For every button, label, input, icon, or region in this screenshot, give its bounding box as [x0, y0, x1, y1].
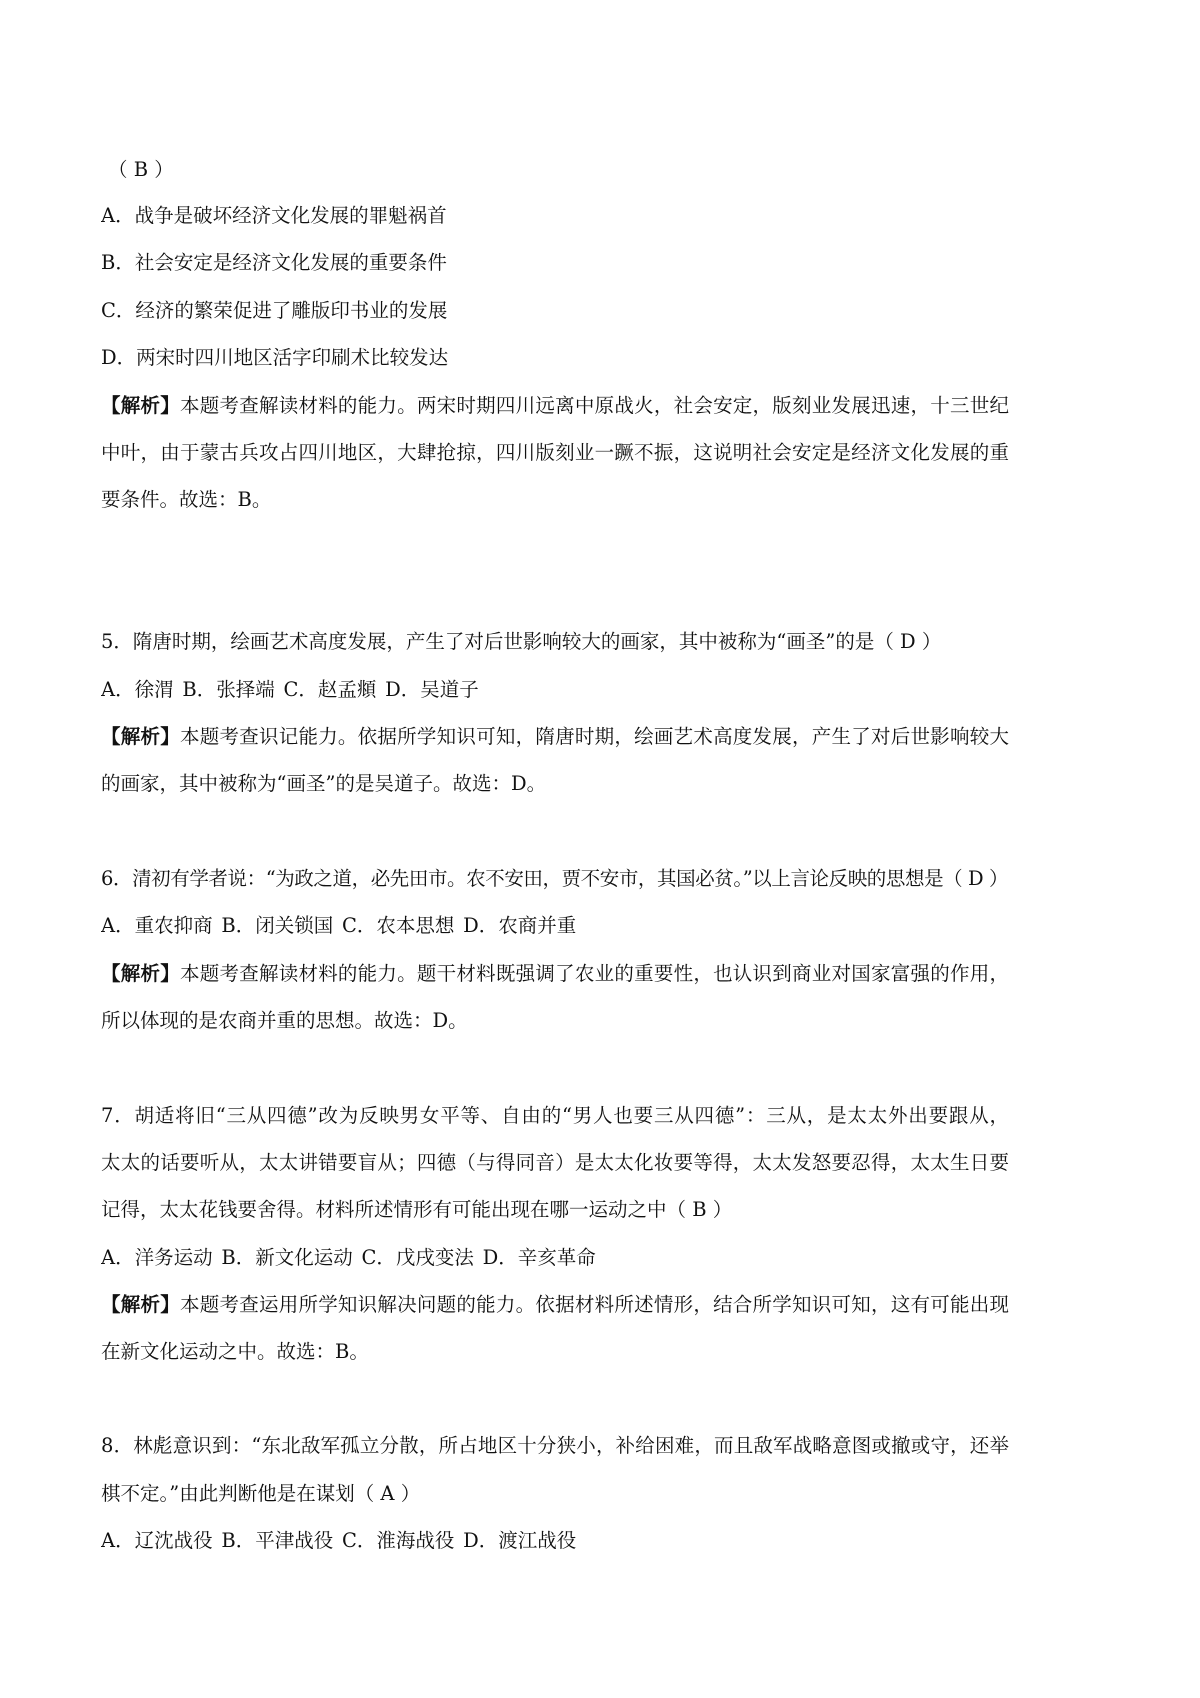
option-item: A．洋务运动: [101, 1246, 213, 1269]
analysis-text: 本题考查解读材料的能力。两宋时期四川远离中原战火，社会安定，版刻业发展迅速，十三世纪: [179, 394, 1009, 417]
option-item: D．渡江战役: [463, 1529, 577, 1552]
option-item: D．吴道子: [385, 678, 479, 701]
option-item: B．社会安定是经济文化发展的重要条件: [101, 251, 447, 274]
option-item: A．辽沈战役: [101, 1529, 213, 1552]
analysis-line: [101, 1291, 1009, 1319]
analysis-line: 要条件。故选：B。: [101, 488, 272, 511]
option-item: A．战争是破坏经济文化发展的罪魁祸首: [101, 204, 447, 227]
options-row: [101, 912, 1009, 940]
analysis-line: [101, 960, 1009, 988]
analysis-line: [101, 392, 1009, 420]
question-stem-line: 8．林彪意识到：“东北敌军孤立分散，所占地区十分狭小，补给困难，而且敌军战略意图或撤或守，还举: [101, 1434, 1009, 1457]
analysis-text: 本题考查运用所学知识解决问题的能力。依据材料所述情形，结合所学知识可知，这有可能出现: [179, 1293, 1009, 1316]
analysis-line: 在新文化运动之中。故选：B。: [101, 1340, 369, 1363]
option-item: C．经济的繁荣促进了雕版印书业的发展: [101, 299, 448, 322]
analysis-label: 【解析】: [101, 1293, 180, 1316]
analysis-line: 的画家，其中被称为“画圣”的是吴道子。故选：D。: [101, 772, 547, 795]
option-item: D．两宋时四川地区活字印刷术比较发达: [101, 346, 449, 369]
analysis-line: [101, 723, 1009, 751]
option-item: C．赵孟頫: [283, 678, 377, 701]
analysis-line: 中叶，由于蒙古兵攻占四川地区，大肆抢掠，四川版刻业一蹶不振，这说明社会安定是经济文化发展的重: [101, 441, 1009, 464]
question-stem-line: 7．胡适将旧“三从四德”改为反映男女平等、自由的“男人也要三从四德”：三从，是太太外出要跟从，: [101, 1104, 1009, 1127]
option-item: C．淮海战役: [341, 1529, 455, 1552]
option-item: A．重农抑商: [101, 914, 213, 937]
question-stem-line: 5．隋唐时期，绘画艺术高度发展，产生了对后世影响较大的画家，其中被称为“画圣”的是（ D ）: [101, 630, 942, 653]
answer-marker: （ B ）: [108, 158, 174, 181]
options-row: [101, 1527, 1009, 1555]
option-item: D．辛亥革命: [482, 1246, 596, 1269]
question-stem-line: 太太的话要听从，太太讲错要盲从；四德（与得同音）是太太化妆要等得，太太发怒要忍得，太太生日要: [101, 1151, 1009, 1174]
analysis-text: 本题考查解读材料的能力。题干材料既强调了农业的重要性，也认识到商业对国家富强的作用，: [179, 962, 1009, 985]
analysis-label: 【解析】: [101, 725, 180, 748]
option-item: B．闭关锁国: [221, 914, 334, 937]
options-row: [101, 676, 1009, 704]
option-item: D．农商并重: [463, 914, 577, 937]
analysis-text: 本题考查识记能力。依据所学知识可知，隋唐时期，绘画艺术高度发展，产生了对后世影响较大: [179, 725, 1009, 748]
options-row: [101, 1244, 1009, 1272]
question-stem-line: 棋不定。”由此判断他是在谋划（ A ）: [101, 1482, 421, 1505]
analysis-label: 【解析】: [101, 394, 180, 417]
option-item: B．新文化运动: [221, 1246, 353, 1269]
option-item: C．戊戌变法: [361, 1246, 474, 1269]
option-item: C．农本思想: [341, 914, 455, 937]
option-item: B．张择端: [182, 678, 275, 701]
analysis-label: 【解析】: [101, 962, 180, 985]
option-item: B．平津战役: [221, 1529, 334, 1552]
analysis-line: 所以体现的是农商并重的思想。故选：D。: [101, 1009, 468, 1032]
question-stem-line: 6．清初有学者说：“为政之道，必先田市。农不安田，贾不安市，其国必贫。”以上言论反映的思想是（ D ）: [101, 867, 1009, 890]
option-item: A．徐渭: [101, 678, 174, 701]
question-stem-line: 记得，太太花钱要舍得。材料所述情形有可能出现在哪一运动之中（ B ）: [101, 1198, 733, 1221]
